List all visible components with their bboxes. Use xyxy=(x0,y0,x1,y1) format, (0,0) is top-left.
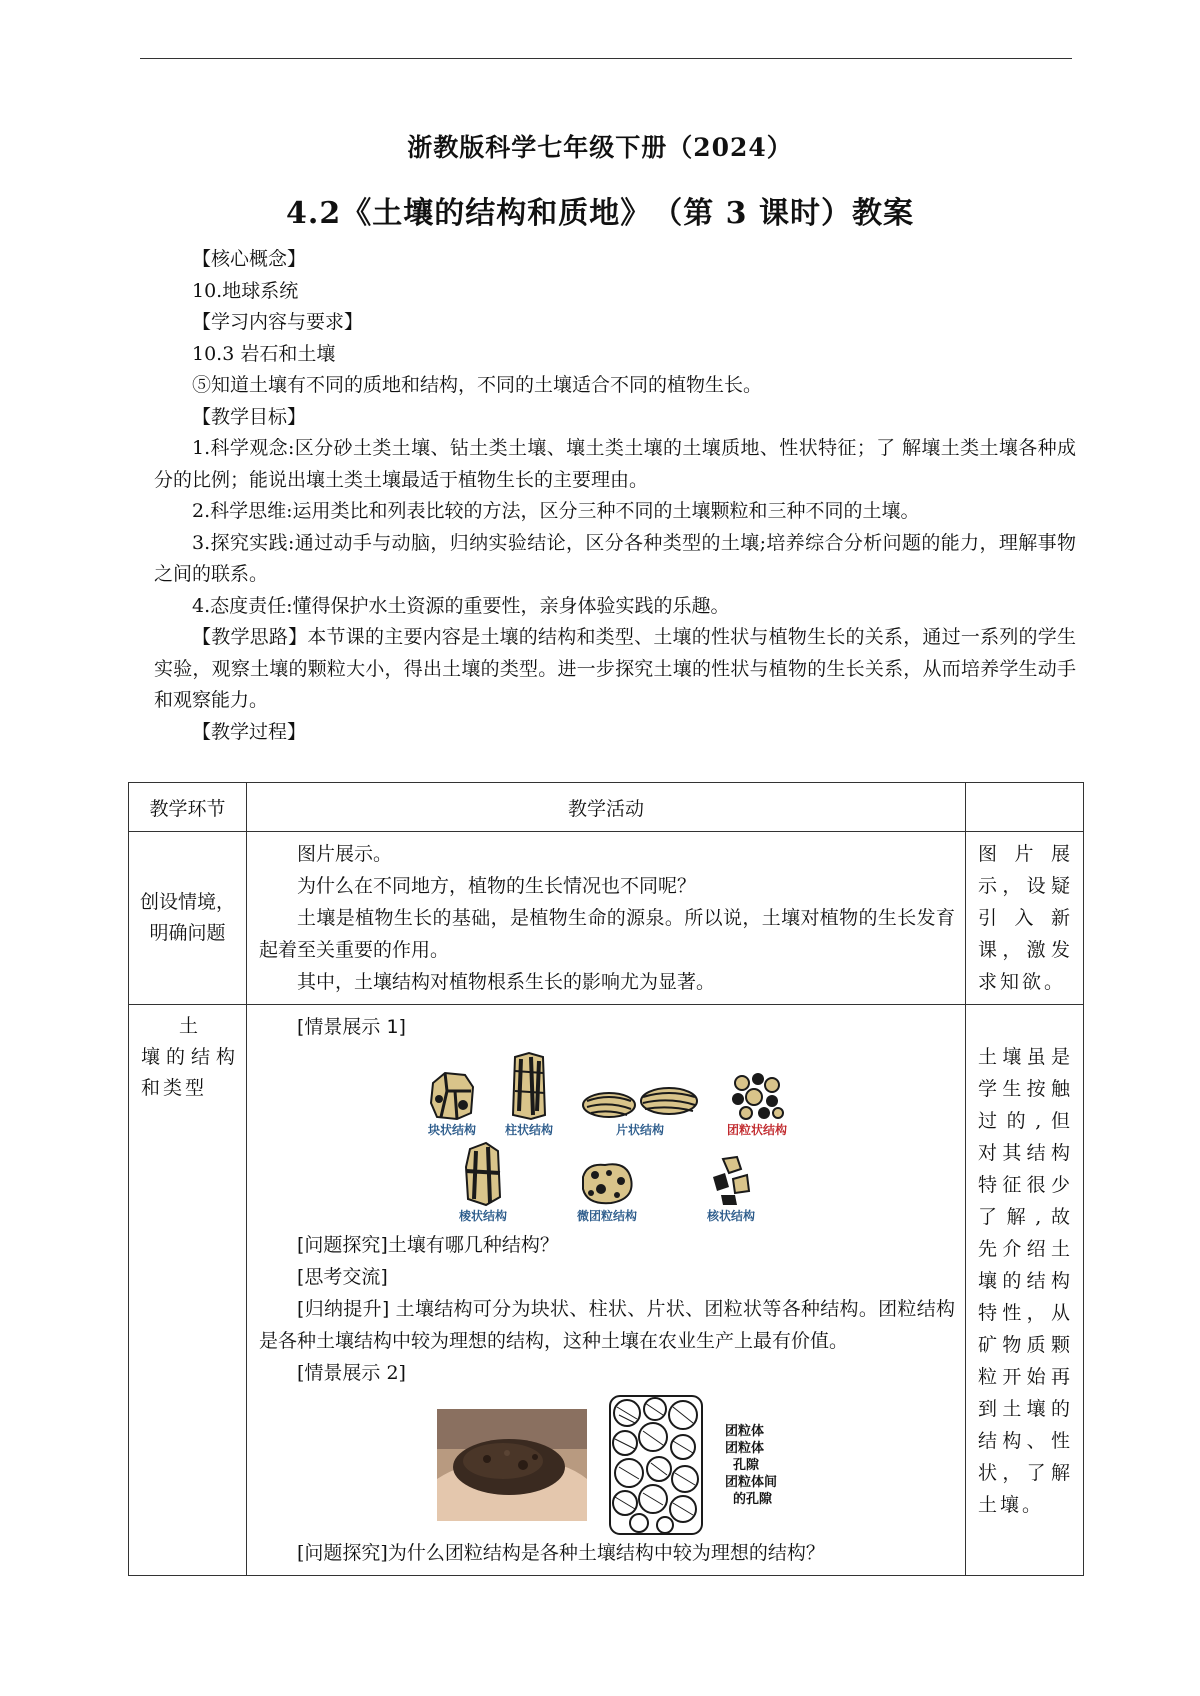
activity-line: 为什么在不同地方，植物的生长情况也不同呢？ xyxy=(297,875,697,897)
activity-cell xyxy=(247,832,966,1005)
think-discuss: [思考交流] xyxy=(297,1266,388,1288)
stage-cell xyxy=(129,832,247,1005)
content-requirements-1: 10.3 岩石和土壤 xyxy=(192,342,336,365)
scene-2-label: [情景展示 2] xyxy=(297,1362,406,1384)
block-structure-image xyxy=(427,1069,477,1121)
activity-line: 土壤是植物生长的基础，是植物生命的源泉。所以说，土壤对植物的生长发育起着至关重要的作用。 xyxy=(259,907,955,961)
soil-caption: 核状结构 xyxy=(707,1209,756,1223)
note-text: 图片展示，设疑引入新课，激发求知欲。 xyxy=(978,843,1073,993)
core-concept-text: 10.地球系统 xyxy=(192,279,299,302)
nutty-structure-image xyxy=(709,1155,753,1207)
heading-content-requirements: 【学习内容与要求】 xyxy=(192,311,364,333)
micro-granular-structure-image xyxy=(577,1159,637,1207)
question-2: [问题探究]为什么团粒结构是各种土壤结构中较为理想的结构？ xyxy=(297,1542,825,1564)
note-cell xyxy=(966,1005,1084,1576)
figure-label: 的孔隙 xyxy=(732,1491,772,1507)
stage-cell xyxy=(129,1005,247,1576)
intro-section xyxy=(154,244,1076,748)
soil-structure-item xyxy=(505,1051,553,1137)
note-text: 土壤虽是学生按触过的,但对其结构特征很少了解,故先介绍土壤的结构特性，从矿物质颗粒开始再到土壤的结构、性状，了解土壤。 xyxy=(978,1046,1073,1516)
content-requirements-2: ⑤知道土壤有不同的质地和结构，不同的土壤适合不同的植物生长。 xyxy=(192,374,763,396)
summary-paragraph xyxy=(259,1293,955,1357)
soil-caption: 块状结构 xyxy=(427,1123,476,1137)
header-rule xyxy=(140,58,1072,59)
platy-structure-image xyxy=(581,1081,699,1121)
prismatic-structure-image xyxy=(460,1141,506,1207)
goal-4: 4.态度责任:懂得保护水土资源的重要性，亲身体验实践的乐趣。 xyxy=(192,594,730,617)
soil-structure-item xyxy=(707,1155,755,1223)
soil-structure-item xyxy=(727,1069,787,1137)
soil-caption: 片状结构 xyxy=(615,1123,664,1137)
heading-teaching-goals: 【教学目标】 xyxy=(192,405,307,428)
scene-1-label: [情景展示 1] xyxy=(297,1016,406,1038)
note-cell xyxy=(966,832,1084,1005)
heading-teaching-process: 【教学过程】 xyxy=(192,720,307,743)
columnar-structure-image xyxy=(507,1051,551,1121)
soil-structures-row-1 xyxy=(259,1051,955,1137)
table-header-row xyxy=(129,783,1084,832)
teaching-idea: 【教学思路】本节课的主要内容是土壤的结构和类型、土壤的性状与植物生长的关系，通过一系列的学生实验，观察土壤的颗粒大小，得出土壤的类型。进一步探究土壤的性状与植物的生长关系，从而培养学生动手和观察能力。 xyxy=(154,626,1076,711)
doc-title-line2: 4.2《土壤的结构和质地》 （第 3 课时）教案 xyxy=(286,196,914,231)
goal-3: 3.探究实践:通过动手与动脑，归纳实验结论，区分各种类型的土壤;培养综合分析问题的能力，理解事物之间的联系。 xyxy=(154,531,1076,585)
soil-in-hand-photo xyxy=(437,1409,587,1521)
activity-line: 其中，土壤结构对植物根系生长的影响尤为显著。 xyxy=(297,971,716,993)
header-note xyxy=(966,783,1084,832)
lesson-table xyxy=(128,782,1084,1576)
activity-line: 图片展示。 xyxy=(297,843,393,865)
soil-structure-item xyxy=(459,1141,507,1223)
goal-2: 2.科学思维:运用类比和列表比较的方法，区分三种不同的土壤颗粒和三种不同的土壤。 xyxy=(192,500,920,522)
goal-1: 1.科学观念:区分砂土类土壤、钻土类土壤、壤土类土壤的土壤质地、性状特征；了 解壤土类土壤各种成分的比例；能说出壤土类土壤最适于植物生长的主要理由。 xyxy=(154,437,1076,491)
granular-figure xyxy=(259,1395,955,1535)
question-1: [问题探究]土壤有哪几种结构？ xyxy=(297,1234,559,1256)
figure-label: 团粒体间 xyxy=(724,1474,777,1490)
soil-structures-row-2 xyxy=(259,1141,955,1223)
summary-tag: [归纳提升] xyxy=(297,1298,390,1320)
granular-structure-image xyxy=(728,1069,786,1121)
activity-cell xyxy=(247,1005,966,1576)
header-stage: 教学环节 xyxy=(129,783,247,832)
soil-structure-item xyxy=(577,1159,637,1223)
figure-label: 孔隙 xyxy=(732,1457,759,1473)
heading-core-concept: 【核心概念】 xyxy=(192,248,307,270)
doc-title-line1: 浙教版科学七年级下册（2024） xyxy=(407,133,793,162)
table-row xyxy=(129,1005,1084,1576)
figure-label: 团粒体 xyxy=(724,1423,764,1439)
soil-structure-item xyxy=(581,1081,699,1137)
table-row xyxy=(129,832,1084,1005)
soil-caption: 微团粒结构 xyxy=(576,1209,637,1223)
granular-figure-labels xyxy=(725,1423,777,1508)
figure-label: 团粒体 xyxy=(724,1440,764,1456)
granular-structure-diagram xyxy=(609,1395,703,1535)
soil-caption: 柱状结构 xyxy=(504,1123,553,1137)
stage-label: 创设情境，明确问题 xyxy=(139,891,235,944)
header-activity: 教学活动 xyxy=(247,783,966,832)
soil-caption: 团粒状结构 xyxy=(727,1123,788,1137)
soil-structure-item xyxy=(427,1069,477,1137)
soil-caption: 棱状结构 xyxy=(458,1209,507,1223)
stage-label: 土 壤的结构和类型 xyxy=(141,1015,238,1099)
summary-text: 土壤结构可分为块状、柱状、片状、团粒状等各种结构。团粒结构是各种土壤结构中较为理想的结构，这种土壤在农业生产上最有价值。 xyxy=(259,1298,956,1352)
